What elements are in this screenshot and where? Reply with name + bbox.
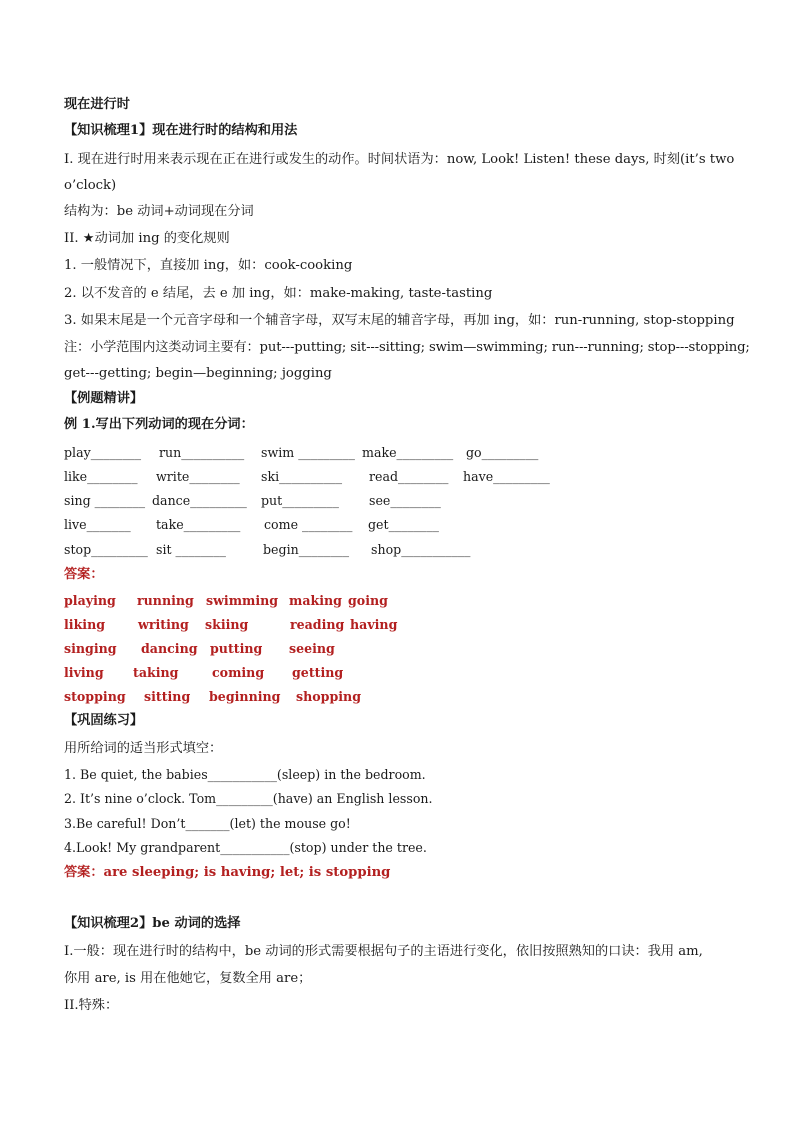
exercise-item: come ________ (264, 517, 353, 532)
structure-line: 结构为：be 动词+动词现在分词 (64, 204, 254, 219)
practice-item-2: 2. It’s nine o’clock. Tom_________(have) an English lesson. (64, 791, 433, 806)
exercise-item: dance_________ (152, 493, 247, 508)
examples-prompt: 例 1.写出下列动词的现在分词： (64, 417, 254, 432)
practice-item-4: 4.Look! My grandparent___________(stop) under the tree. (64, 840, 427, 855)
answer-item: dancing (141, 641, 198, 656)
exercise-item: play________ (64, 445, 142, 460)
answer-item: swimming (206, 593, 279, 608)
page-title: 现在进行时 (64, 97, 130, 112)
exercise-item: sit ________ (156, 542, 226, 557)
answer-item: living (64, 665, 104, 680)
practice-answer: 答案：are sleeping; is having; let; is stopping (64, 865, 391, 880)
section2-heading: 【知识梳理2】be 动词的选择 (64, 916, 241, 931)
section1-heading: 【知识梳理1】现在进行时的结构和用法 (64, 123, 298, 138)
answer-item: writing (138, 617, 189, 632)
rule-title: II. ★动词加 ing 的变化规则 (64, 231, 230, 246)
rule-3: 3. 如果末尾是一个元音字母和一个辅音字母，双写末尾的辅音字母，再加 ing，如：run-running, stop-stopping (64, 313, 735, 328)
exercise-item: run__________ (159, 445, 245, 460)
exercise-item: put_________ (261, 493, 339, 508)
answer-item: seeing (289, 641, 335, 656)
answer-item: coming (212, 665, 265, 680)
answer-item: going (348, 593, 388, 608)
exercise-item: like________ (64, 469, 138, 484)
rule-1: 1. 一般情况下，直接加 ing，如：cook-cooking (64, 258, 353, 273)
exercise-item: shop___________ (371, 542, 471, 557)
answer-item: singing (64, 641, 117, 656)
exercise-item: make_________ (362, 445, 454, 460)
note-line2: get---getting; begin—beginning; jogging (64, 366, 332, 381)
answer-item: stopping (64, 689, 126, 704)
exercise-item: write________ (156, 469, 240, 484)
section1-para1-line2: o’clock) (64, 178, 117, 193)
exercise-item: live_______ (64, 517, 131, 532)
section2-para1-line1: I.一般：现在进行时的结构中，be 动词的形式需要根据句子的主语进行变化，依旧按照熟知的口诀：我用 am, (64, 944, 703, 959)
practice-item-3: 3.Be careful! Don’t_______(let) the mouse go! (64, 816, 351, 831)
rule-2: 2. 以不发音的 e 结尾，去 e 加 ing，如：make-making, taste-tasting (64, 286, 493, 301)
answer-item: taking (133, 665, 179, 680)
answer-item: shopping (296, 689, 362, 704)
practice-item-1: 1. Be quiet, the babies___________(sleep) in the bedroom. (64, 767, 426, 782)
answer-item: playing (64, 593, 116, 608)
section1-para1-line1: I. 现在进行时用来表示现在正在进行或发生的动作。时间状语为：now, Look! Listen! these days, 时刻(it’s two (64, 152, 735, 167)
answer-item: sitting (144, 689, 191, 704)
exercise-item: ski__________ (261, 469, 343, 484)
exercise-item: begin________ (263, 542, 350, 557)
exercise-item: have_________ (463, 469, 550, 484)
exercise-item: read________ (369, 469, 449, 484)
note-line1: 注：小学范围内这类动词主要有：put---putting; sit---sitting; swim—swimming; run---running; stop---stopping; (64, 340, 750, 355)
answer-item: reading (290, 617, 345, 632)
exercise-item: sing ________ (64, 493, 146, 508)
section2-para2: II.特殊： (64, 998, 119, 1013)
practice-heading: 【巩固练习】 (64, 713, 144, 728)
exercise-item: get________ (368, 517, 439, 532)
exercise-item: take_________ (156, 517, 241, 532)
answer-item: putting (210, 641, 263, 656)
examples-heading: 【例题精讲】 (64, 391, 144, 406)
exercise-item: see________ (369, 493, 441, 508)
practice-instruction: 用所给词的适当形式填空： (64, 741, 223, 756)
answer-item: liking (64, 617, 106, 632)
exercise-item: stop_________ (64, 542, 148, 557)
answer-item: getting (292, 665, 344, 680)
answer-item: skiing (205, 617, 249, 632)
exercise-item: go_________ (466, 445, 539, 460)
answer-item: having (350, 617, 398, 632)
answer-item: beginning (209, 689, 281, 704)
answer-item: making (289, 593, 342, 608)
section2-para1-line2: 你用 are, is 用在他她它，复数全用 are； (64, 971, 312, 986)
answer-label: 答案： (64, 567, 104, 582)
answer-item: running (137, 593, 194, 608)
exercise-item: swim _________ (261, 445, 355, 460)
